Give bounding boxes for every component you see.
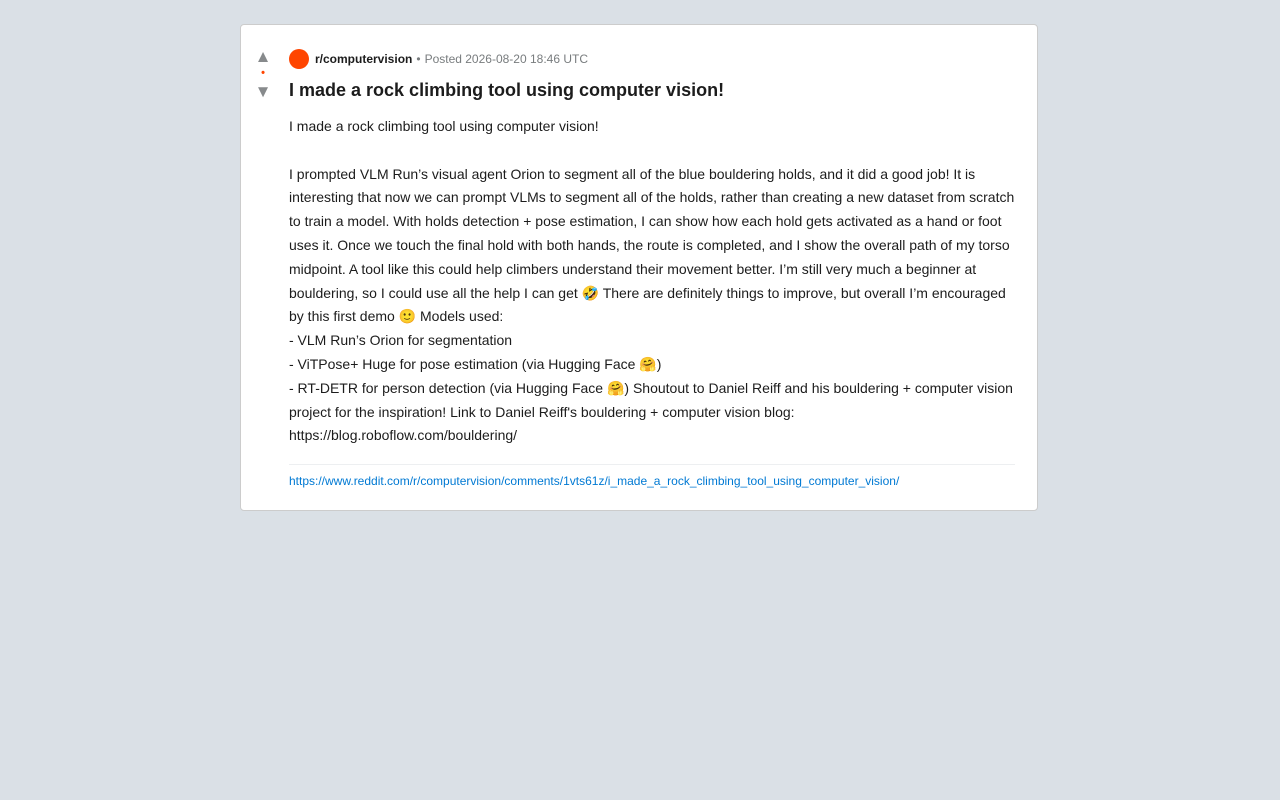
post-body: I made a rock climbing tool using computer vision! I prompted VLM Run’s visual agent Orion to segment all of the blue bouldering holds, and it did a good job! It is interesting that now we can prompt VLMs to segment all of the holds, rather than creating a new dataset from scratch to train a model. With holds detection + pose estimation, I can show how each hold gets activated as a hand or foot uses it. Once we touch the final hold with both hands, the route is completed, and I show the overall path of my torso midpoint. A tool like this could help climbers understand their movement better. I’m still very much a beginner at bouldering, so I could use all the help I can get 🤣 There are definitely things to improve, but overall I’m encouraged by this first demo 🙂 Models used: - VLM Run’s Orion for segmentation - ViTPose+ Huge for pose estimation (via Hugging Face 🤗) - RT-DETR for person detection (via Hugging Face 🤗) Shoutout to Daniel Reiff and his bouldering + computer vision project for the inspiration! Link to Daniel Reiff's bouldering + computer vision blog: https://blog.roboflow.com/bouldering/	[289, 118, 1015, 444]
meta-separator: •	[416, 52, 421, 66]
post-title: I made a rock climbing tool using computer vision!	[289, 80, 725, 100]
post-card	[240, 24, 1038, 511]
post-meta	[289, 49, 1015, 69]
downvote-icon[interactable]: ▼	[254, 82, 272, 101]
divider	[289, 464, 1015, 465]
subreddit-name[interactable]: r/computervision	[315, 52, 413, 66]
post-timestamp: Posted 2026-08-20 18:46 UTC	[424, 52, 588, 66]
subreddit-avatar-icon[interactable]	[289, 49, 309, 69]
permalink-link[interactable]: https://www.reddit.com/r/computervision/comments/1vts61z/i_made_a_rock_climbing_tool_using_computer_vision/	[289, 474, 900, 489]
vote-column	[241, 47, 285, 102]
vote-score: •	[261, 67, 265, 79]
upvote-icon[interactable]: ▲	[254, 47, 272, 66]
post-content	[289, 49, 1015, 488]
